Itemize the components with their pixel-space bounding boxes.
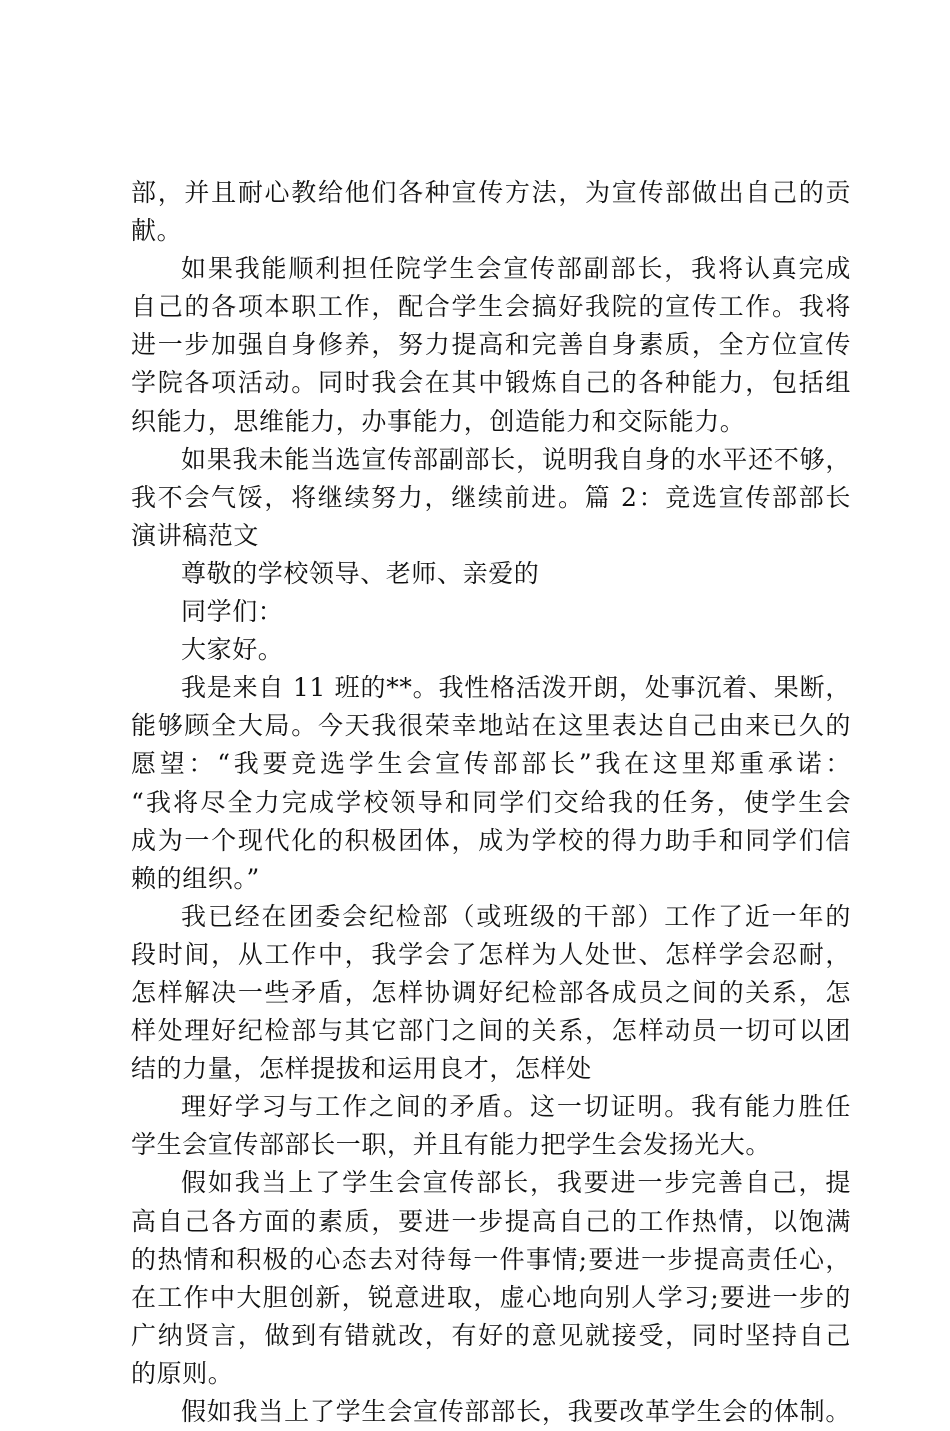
text-line: 演讲稿范文 bbox=[131, 520, 260, 550]
text-line: 我已经在团委会纪检部（或班级的干部）工作了近一年的 bbox=[181, 901, 851, 931]
text-line: “我将尽全力完成学校领导和同学们交给我的任务，使学生会 bbox=[131, 787, 851, 817]
text-line: 理好学习与工作之间的矛盾。这一切证明。我有能力胜任 bbox=[181, 1092, 851, 1122]
text-line: 尊敬的学校领导、老师、亲爱的 bbox=[181, 558, 540, 588]
text-line: 学院各项活动。同时我会在其中锻炼自己的各种能力，包括组 bbox=[131, 368, 851, 398]
text-line: 成为一个现代化的积极团体，成为学校的得力助手和同学们信 bbox=[131, 825, 851, 855]
text-line: 能够顾全大局。今天我很荣幸地站在这里表达自己由来已久的 bbox=[131, 711, 851, 741]
text-line: 愿望：“我要竞选学生会宣传部部长”我在这里郑重承诺： bbox=[131, 749, 851, 779]
text-line: 段时间，从工作中，我学会了怎样为人处世、怎样学会忍耐， bbox=[131, 939, 851, 969]
text-line: 高自己各方面的素质，要进一步提高自己的工作热情，以饱满 bbox=[131, 1206, 851, 1236]
text-line: 大家好。 bbox=[181, 635, 284, 665]
text-line: 部，并且耐心教给他们各种宣传方法，为宣传部做出自己的贡 bbox=[131, 178, 851, 207]
text-line: 我不会气馁，将继续努力，继续前进。篇 2：竞选宣传部部长 bbox=[131, 482, 851, 512]
text-line: 如果我能顺利担任院学生会宣传部副部长，我将认真完成 bbox=[181, 254, 851, 284]
text-line: 赖的组织。” bbox=[131, 863, 260, 893]
text-line: 结的力量，怎样提拔和运用良才，怎样处 bbox=[131, 1054, 592, 1084]
text-line: 在工作中大胆创新，锐意进取，虚心地向别人学习;要进一步的 bbox=[131, 1282, 851, 1312]
text-line: 怎样解决一些矛盾，怎样协调好纪检部各成员之间的关系，怎 bbox=[131, 977, 851, 1007]
text-line: 广纳贤言，做到有错就改，有好的意见就接受，同时坚持自己 bbox=[131, 1320, 851, 1350]
text-line: 的热情和积极的心态去对待每一件事情;要进一步提高责任心， bbox=[131, 1244, 851, 1274]
text-line: 我是来自 11 班的**。我性格活泼开朗，处事沉着、果断， bbox=[181, 673, 851, 703]
text-line: 进一步加强自身修养，努力提高和完善自身素质，全方位宣传 bbox=[131, 330, 851, 360]
text-line: 同学们： bbox=[181, 597, 284, 627]
text-line: 学生会宣传部部长一职，并且有能力把学生会发扬光大。 bbox=[131, 1130, 772, 1160]
text-line: 献。 bbox=[131, 216, 183, 246]
text-line: 假如我当上了学生会宣传部长，我要进一步完善自己，提 bbox=[181, 1168, 851, 1198]
text-line: 的原则。 bbox=[131, 1358, 234, 1388]
text-line: 如果我未能当选宣传部副部长，说明我自身的水平还不够， bbox=[181, 444, 851, 474]
text-line: 织能力，思维能力，办事能力，创造能力和交际能力。 bbox=[131, 406, 746, 436]
body-text bbox=[131, 174, 851, 1431]
text-line: 样处理好纪检部与其它部门之间的关系，怎样动员一切可以团 bbox=[131, 1016, 851, 1046]
text-line: 自己的各项本职工作，配合学生会搞好我院的宣传工作。我将 bbox=[131, 292, 851, 322]
text-line: 假如我当上了学生会宣传部部长，我要改革学生会的体制。 bbox=[181, 1397, 851, 1426]
